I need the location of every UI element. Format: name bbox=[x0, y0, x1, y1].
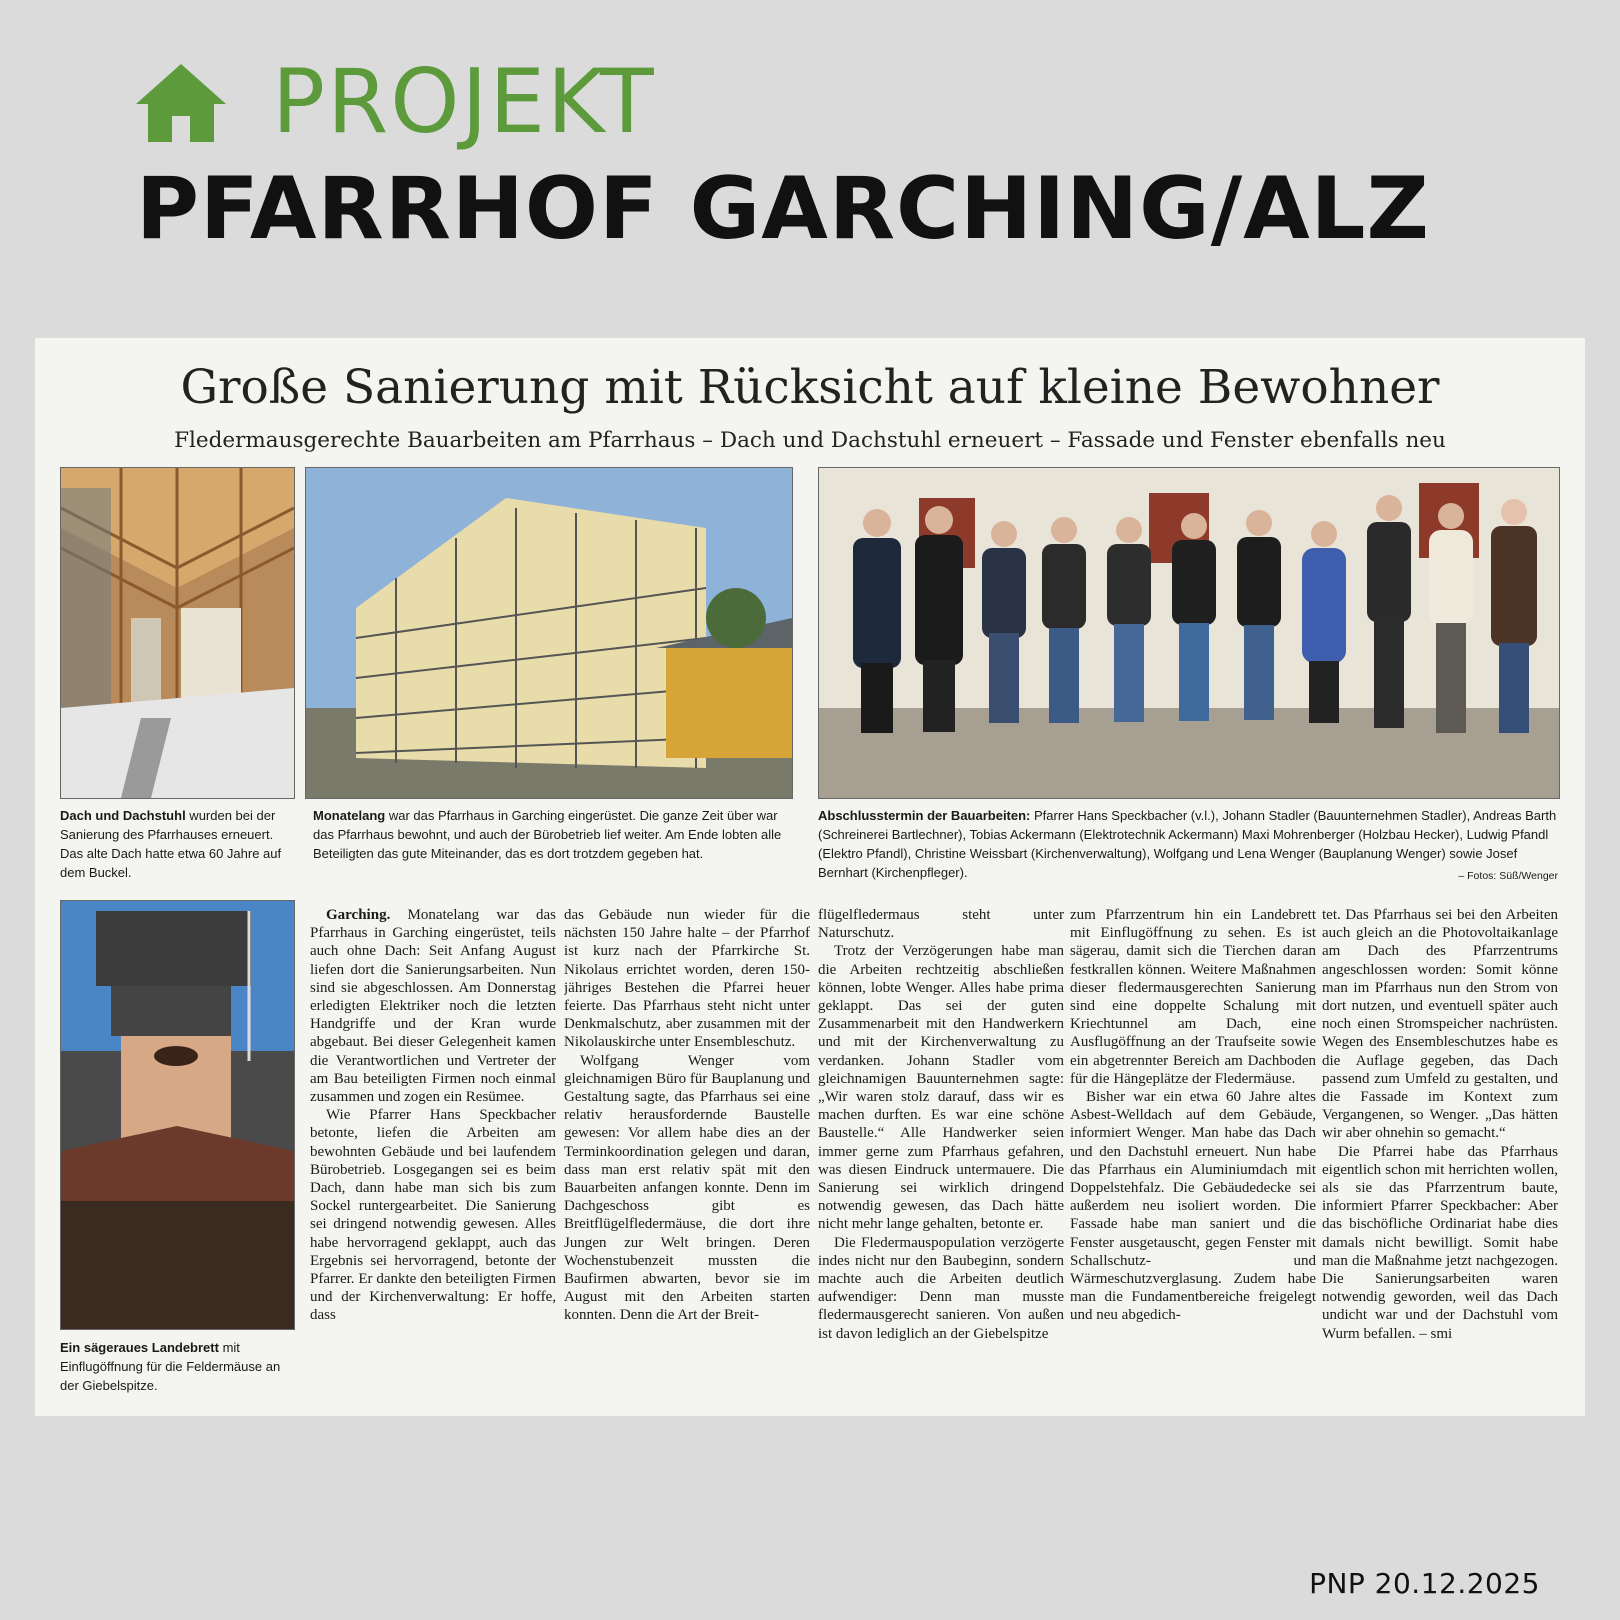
scaffolding-photo bbox=[305, 467, 793, 799]
article-headline: Große Sanierung mit Rücksicht auf kleine Bewohner bbox=[180, 360, 1440, 415]
article-column-1 bbox=[310, 906, 556, 1406]
dateline: Garching. bbox=[326, 907, 391, 923]
landing-caption-text: mit Einflugöffnung für die Feldermäuse an der Giebelspitze. bbox=[60, 1340, 281, 1393]
source-date: PNP 20.12.2025 bbox=[1309, 1567, 1540, 1600]
column-5-paragraph-2: Die Pfarrei habe das Pfarrhaus eigentlich schon mit herrichten wollen, als sie das Pfarrzentrum baute, informiert Pfarrer Speckbacher: Aber das bischöfliche Ordinariat habe dies damals nicht bewilligt. Somit habe man die Maßnahme jetzt nachgezogen. Die Sanierungsarbeiten waren notwendig geworden, weil das Dach undicht war und der Dachstuhl vom Wurm befallen. – smi bbox=[1322, 1143, 1558, 1342]
landing-board-photo bbox=[60, 900, 295, 1330]
column-1-paragraph-1: Garching. Monatelang war das Pfarrhaus in Garching eingerüstet, teils auch ohne Dach: Seit Anfang August liefen dort die Sanierungsarbeiten. Nun sind sie abgeschlossen. Am Donnerstag erledigten Elektriker noch die letzten Handgriffe und der Kran wurde abgebaut. Bei dieser Gelegenheit kamen die Verantwortlichen und Vertreter der am Bau beteiligten Firmen noch einmal zusammen und zogen ein Resümee. bbox=[310, 907, 556, 1106]
group-caption-text: Pfarrer Hans Speckbacher (v.l.), Johann Stadler (Bauunternehmen Stadler), Andreas Barth (Schreinerei Bartlechner), Tobias Ackermann (Elektrotechnik Ackermann) Maxi Mohrenberger (Holzbau Hecker), Ludwig Pfandl (Elektro Pfandl), Christine Weissbart (Kirchenverwaltung), Wolfgang und Lena Wenger (Bauplanung Wenger) sowie Josef Bernhart (Kirchenpfleger). bbox=[818, 808, 1557, 880]
column-3-paragraph-2: Trotz der Verzögerungen habe man die Arbeiten rechtzeitig abschließen können, lobte Wenger. Alles habe prima geklappt. Das sei der guten Zusammenarbeit mit den Handwerkern und mit der Kirchenverwaltung zu verdanken. Johann Stadler vom gleichnamigen Bauunternehmen sagte: „Wir waren stolz darauf, dass wir es machen durften. Es war eine schöne Baustelle.“ Alle Handwerker seien immer gerne zum Pfarrhaus gefahren, was diesen Eindruck untermauere. Die Sanierung sei wirklich dringend notwendig gewesen, das Dach hätte nicht mehr lange gehalten, betonte er. bbox=[818, 943, 1064, 1233]
scaffold-caption-bold: Monatelang bbox=[313, 808, 386, 823]
column-4-paragraph-1: zum Pfarrzentrum hin ein Landebrett mit Einflugöffnung zu sehen. Es ist sägerau, damit sich die Tierchen daran festkrallen können. Weitere Maßnahmen dieser fledermausgerechten Sanierung sind eine doppelte Schalung mit Kriechtunnel am Dach, eine Ausflugöffnung an der Traufseite sowie ein abgetrennter Bereich am Dachboden für die Hängeplätze der Fledermäuse. bbox=[1070, 907, 1316, 1087]
column-3-paragraph-1: flügelfledermaus steht unter Naturschutz. bbox=[818, 907, 1064, 942]
roof-caption-text: wurden bei der Sanierung des Pfarrhauses erneuert. Das alte Dach hatte etwa 60 Jahre auf dem Buckel. bbox=[60, 808, 282, 880]
column-1-paragraph-2: Wie Pfarrer Hans Speckbacher betonte, liefen die Arbeiten am bewohnten Gebäude und bei laufendem Bürobetrieb. Losgegangen sei es beim Dach, dann habe man sich bis zum Sockel runtergearbeitet. Die Sanierung sei dringend notwendig gewesen. Alles habe hervorragend geklappt, auch das Ergebnis sei hervorragend, betonte der Pfarrer. Er dankte den beteiligten Firmen und der Kirchenverwaltung: Er hoffe, dass bbox=[310, 1107, 556, 1324]
group-caption bbox=[818, 806, 1558, 882]
scaffold-caption bbox=[313, 806, 791, 863]
landing-caption bbox=[60, 1338, 295, 1395]
roof-caption bbox=[60, 806, 295, 882]
column-2-paragraph-1: das Gebäude nun wieder für die nächsten 150 Jahre halte – der Pfarrhof ist kurz nach der Pfarrkirche St. Nikolaus errichtet worden, deren 150-jähriges Bestehen die Pfarrei heuer feierte. Das Pfarrhaus steht nicht unter Denkmalschutz, aber zusammen mit der Nikolauskirche unter Ensembleschutz. bbox=[564, 907, 810, 1051]
column-5-paragraph-1: tet. Das Pfarrhaus sei bei den Arbeiten auch gleich an die Photovoltaikanlage am Dach des Pfarrzentrums angeschlossen worden: Somit könne man im Pfarrhaus nun den Strom von dort nutzen, und eventuell später auch noch einen Stromspeicher nachrüsten. Wegen des Ensembleschutzes habe es die Auflage gegeben, das Dach passend zum Umfeld zu gestalten, und die Fassade im Kontext zum Vergangenen, so Wenger. „Das hätten wir aber ohnehin so gemacht.“ bbox=[1322, 907, 1558, 1142]
projekt-label: PROJEKT bbox=[272, 50, 656, 153]
article-column-4 bbox=[1070, 906, 1316, 1406]
group-photo bbox=[818, 467, 1560, 799]
article-column-3 bbox=[818, 906, 1064, 1406]
landing-caption-bold: Ein sägeraues Landebrett bbox=[60, 1340, 219, 1355]
group-caption-bold: Abschlusstermin der Bauarbeiten: bbox=[818, 808, 1031, 823]
scaffold-caption-text: war das Pfarrhaus in Garching eingerüstet. Die ganze Zeit über war das Pfarrhaus bewohnt, und auch der Bürobetrieb lief weiter. Am Ende lobten alle Beteiligten das gute Miteinander, das es dort trotzdem gegeben hat. bbox=[313, 808, 782, 861]
photo-credit: – Fotos: Süß/Wenger bbox=[1458, 870, 1558, 882]
projekt-header bbox=[134, 50, 656, 153]
page-title: PFARRHOF GARCHING/ALZ bbox=[136, 159, 1430, 259]
article-column-2 bbox=[564, 906, 810, 1406]
house-icon bbox=[134, 60, 228, 144]
article-subheadline: Fledermausgerechte Bauarbeiten am Pfarrhaus – Dach und Dachstuhl erneuert – Fassade und Fenster ebenfalls neu bbox=[174, 428, 1446, 453]
roof-caption-bold: Dach und Dachstuhl bbox=[60, 808, 186, 823]
column-4-paragraph-2: Bisher war ein etwa 60 Jahre altes Asbest-Welldach auf dem Gebäude, informiert Wenger. Man habe das Dach und den Dachstuhl erneuert. Nun habe das Pfarrhaus ein Aluminiumdach mit Doppelstehfalz. Die Gebäudedecke sei außerdem neu isoliert worden. Die Fassade habe man saniert und die Fenster ausgetauscht, gegen Fenster mit Schallschutz- und Wärmeschutzverglasung. Zudem habe man die Fundamentbereiche freigelegt und neu abgedich- bbox=[1070, 1089, 1316, 1324]
article-column-5 bbox=[1322, 906, 1558, 1406]
newspaper-clipping bbox=[35, 338, 1585, 1416]
column-3-paragraph-3: Die Fledermauspopulation verzögerte indes nicht nur den Baubeginn, sondern machte auch die Arbeiten deutlich aufwendiger: Denn man musste fledermausgerecht sanieren. Von außen ist davon lediglich an der Giebelspitze bbox=[818, 1234, 1064, 1342]
roof-interior-photo bbox=[60, 467, 295, 799]
column-2-paragraph-2: Wolfgang Wenger vom gleichnamigen Büro für Bauplanung und Gestaltung sagte, das Pfarrhaus sei eine relativ herausfordernde Baustelle gewesen: Vor allem habe dies an der Terminkoordination gelegen und daran, dass man erst relativ spät mit den Bauarbeiten anfangen konnte. Denn im Dachgeschoss gibt es Breitflügelfledermäuse, die dort ihre Jungen zur Welt bringen. Deren Wochenstubenzeit mussten die Baufirmen abwarten, bevor sie im August mit den Arbeiten starten konnten. Denn die Art der Breit- bbox=[564, 1052, 810, 1324]
